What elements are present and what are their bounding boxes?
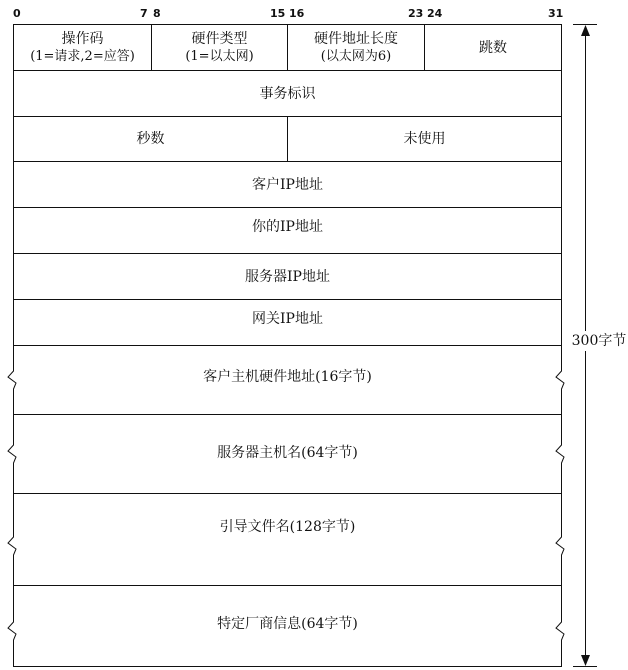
field-opcode-values: (1=请求,2=应答): [30, 48, 135, 64]
field-vendor-info: [20, 586, 555, 662]
bit-8-label: 8: [153, 7, 161, 20]
field-seconds: [14, 117, 287, 161]
field-transaction-id-label: 事务标识: [259, 85, 316, 102]
bit-16-label: 16: [289, 7, 305, 20]
bit-24-label: 24: [427, 7, 443, 20]
dimension-arrow-up: [581, 25, 590, 36]
field-unused-label: 未使用: [403, 131, 446, 147]
field-opcode: [14, 25, 151, 70]
right-break-border: [556, 345, 564, 667]
field-boot-filename: [20, 494, 555, 560]
bit-0-label: 0: [13, 7, 21, 20]
field-your-ip-label: 你的IP地址: [252, 219, 323, 235]
field-hardware-address-length-values: (以太网为6): [320, 48, 392, 64]
field-hardware-type-label: 硬件类型: [191, 30, 248, 47]
bit-31-label: 31: [548, 7, 564, 20]
field-server-hostname: [20, 415, 555, 491]
field-hops-label: 跳数: [479, 39, 507, 56]
field-unused: [288, 117, 561, 161]
field-server-ip-label: 服务器IP地址: [245, 268, 330, 285]
field-vendor-info-label: 特定厂商信息(64字节): [217, 616, 358, 632]
field-seconds-label: 秒数: [136, 131, 165, 147]
bit-15-label: 15: [270, 7, 286, 20]
field-client-hardware-address-label: 客户主机硬件地址(16字节): [203, 369, 372, 385]
field-transaction-id: [14, 71, 561, 116]
field-hardware-address-length-label: 硬件地址长度: [314, 30, 398, 47]
field-gateway-ip-label: 网关IP地址: [252, 311, 323, 327]
field-hardware-type-values: (1=以太网): [185, 48, 254, 64]
field-client-ip: [14, 162, 561, 207]
field-server-hostname-label: 服务器主机名(64字节): [217, 445, 358, 461]
field-client-hardware-address: [20, 346, 555, 408]
field-hops: [425, 25, 561, 70]
total-size-label: 300字节: [571, 333, 627, 349]
field-hardware-address-length: [288, 25, 424, 70]
field-server-ip: [14, 254, 561, 299]
field-gateway-ip: [14, 300, 561, 338]
field-client-ip-label: 客户IP地址: [252, 176, 323, 193]
field-your-ip: [14, 208, 561, 246]
field-hardware-type: [152, 25, 287, 70]
left-break-border: [8, 345, 16, 667]
bit-23-label: 23: [408, 7, 424, 20]
dimension-arrow-down: [581, 655, 590, 666]
bit-7-label: 7: [140, 7, 148, 20]
field-opcode-label: 操作码: [61, 30, 104, 47]
field-boot-filename-label: 引导文件名(128字节): [219, 519, 356, 535]
